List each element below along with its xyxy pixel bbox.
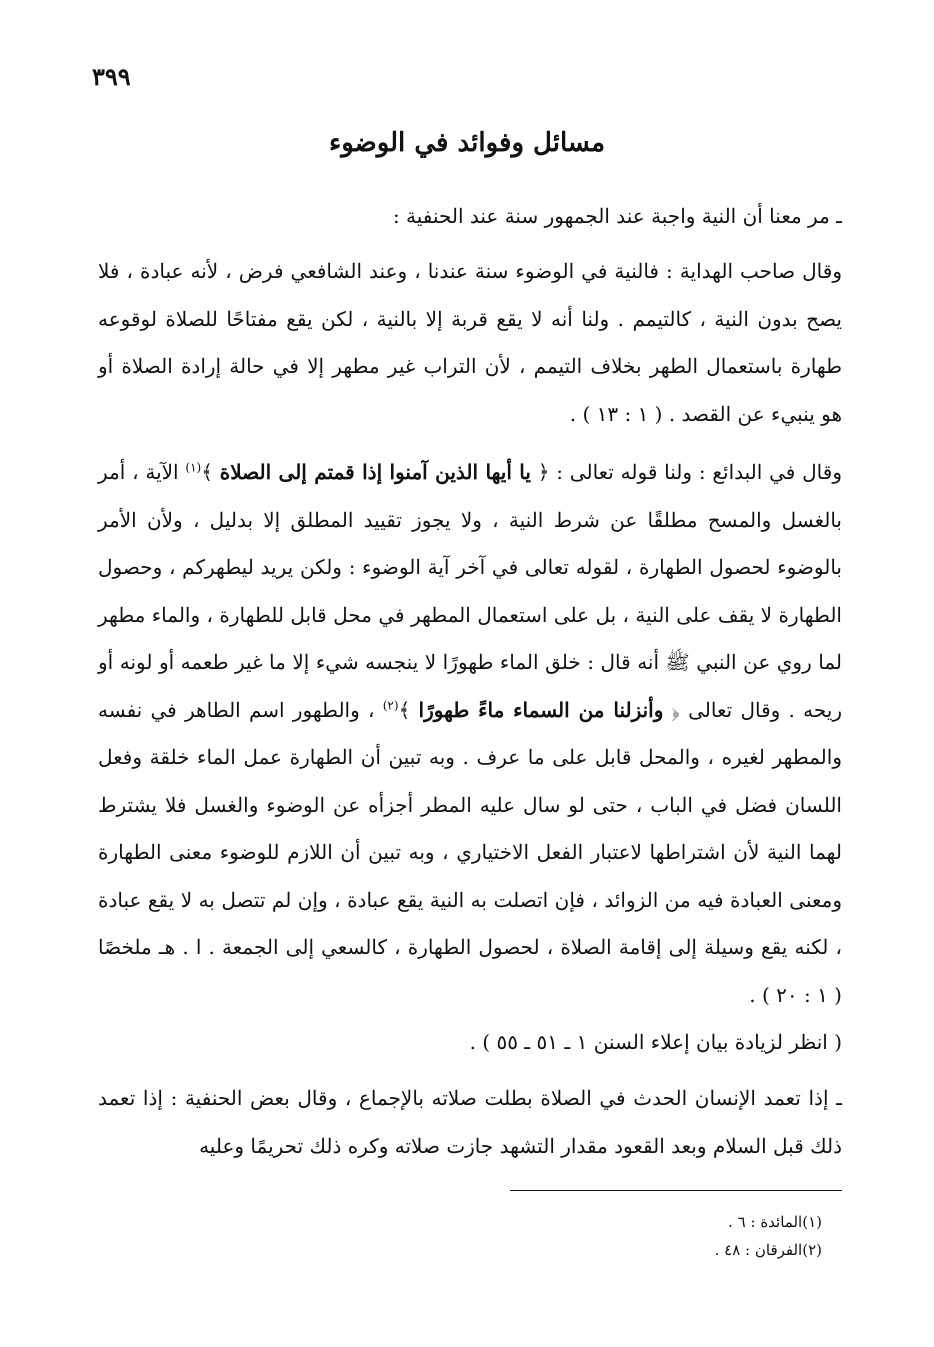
paragraph-reference: ( انظر لزيادة بيان إعلاء السنن ١ ـ ٥١ ـ ٥٥ ) .	[469, 1030, 842, 1054]
footnote-1: (١)المائدة : ٦ .	[728, 1213, 822, 1231]
page-title: مسائل وفوائد في الوضوء	[328, 128, 606, 158]
footnote-divider	[510, 1190, 842, 1191]
quote-close-bracket: ﴾	[201, 460, 220, 484]
footnote-ref-2: (٢)	[382, 697, 399, 712]
quran-quote-maida: يا أيها الذين آمنوا إذا قمتم إلى الصلاة	[219, 460, 531, 484]
quote-close-bracket: ﴾	[398, 697, 419, 722]
footnotes	[98, 1208, 822, 1264]
paragraph-badaie-end: ، والطهور اسم الطاهر في نفسه والمطهر لغيره ، والمحل قابل على ما عرف . وبه تبين أن الطهارة عمل الماء خلقة وفعل اللسان فضل في الباب ، حتى لو سال عليه المطر أجزأه عن الوضوء والغسل فلا يشترط لهما النية لأن اشتراطها لاعتبار الفعل الاختياري ، وبه تبين أن اللازم للوضوء معنى الطهارة ومعنى العبادة فيه من الزوائد ، فإن اتصلت به النية يقع عبادة ، وإن لم تتصل به لا يقع عبادة ، لكنه يقع وسيلة إلى إقامة الصلاة ، لحصول الطهارة ، كالسعي إلى الجمعة . ا . هـ ملخصًا ( ١ : ٢٠ ) .	[98, 697, 842, 1007]
paragraph-hadath: ـ إذا تعمد الإنسان الحدث في الصلاة بطلت صلاته بالإجماع ، وقال بعض الحنفية : إذا تعمد ذلك قبل السلام وبعد القعود مقدار التشهد جازت صلاته وكره ذلك تحريمًا وعليه	[98, 1086, 842, 1158]
paragraph-badaie-opening: وقال في البدائع : ولنا قوله تعالى : ﴿	[530, 460, 842, 484]
paragraph-badaie	[98, 449, 842, 1019]
paragraph-hidaya: وقال صاحب الهداية : فالنية في الوضوء سنة عندنا ، وعند الشافعي فرض ، لأنه عبادة ، فلا يصح بدون النية ، كالتيمم . ولنا أنه لا يقع قربة إلا بالنية ، لكن يقع مفتاحًا للصلاة لوقوعه طهارة باستعمال الطهر بخلاف التيمم ، لأن التراب غير مطهر إلا في حالة إرادة الصلاة أو هو ينبيء عن القصد . ( ١ : ١٣ ) .	[98, 259, 842, 426]
footnote-2: (٢)الفرقان : ٤٨ .	[714, 1241, 822, 1259]
footnote-ref-1: (١)	[185, 460, 202, 475]
paragraph-badaie-middle: الآية ، أمر بالغسل والمسح مطلقًا عن شرط النية ، ولا يجوز تقييد المطلق إلا بدليل ، ولأن الأمر بالوضوء لحصول الطهارة ، لقوله تعالى في آخر آية الوضوء : ولكن يريد ليطهركم ، وحصول الطهارة لا يقف على النية ، بل على استعمال المطهر في محل قابل للطهارة ، والماء مطهر لما روي عن النبي ﷺ أنه قال : خلق الماء طهورًا لا ينجسه شيء إلا ما غير طعمه أو لونه أو ريحه . وقال تعالى ﴿	[98, 460, 843, 722]
quran-quote-furqan: وأنزلنا من السماء ماءً طهورًا	[418, 697, 664, 722]
paragraph-intro: ـ مر معنا أن النية واجبة عند الجمهور سنة عند الحنفية :	[392, 204, 842, 228]
page-number: ٣٩٩	[92, 62, 131, 91]
